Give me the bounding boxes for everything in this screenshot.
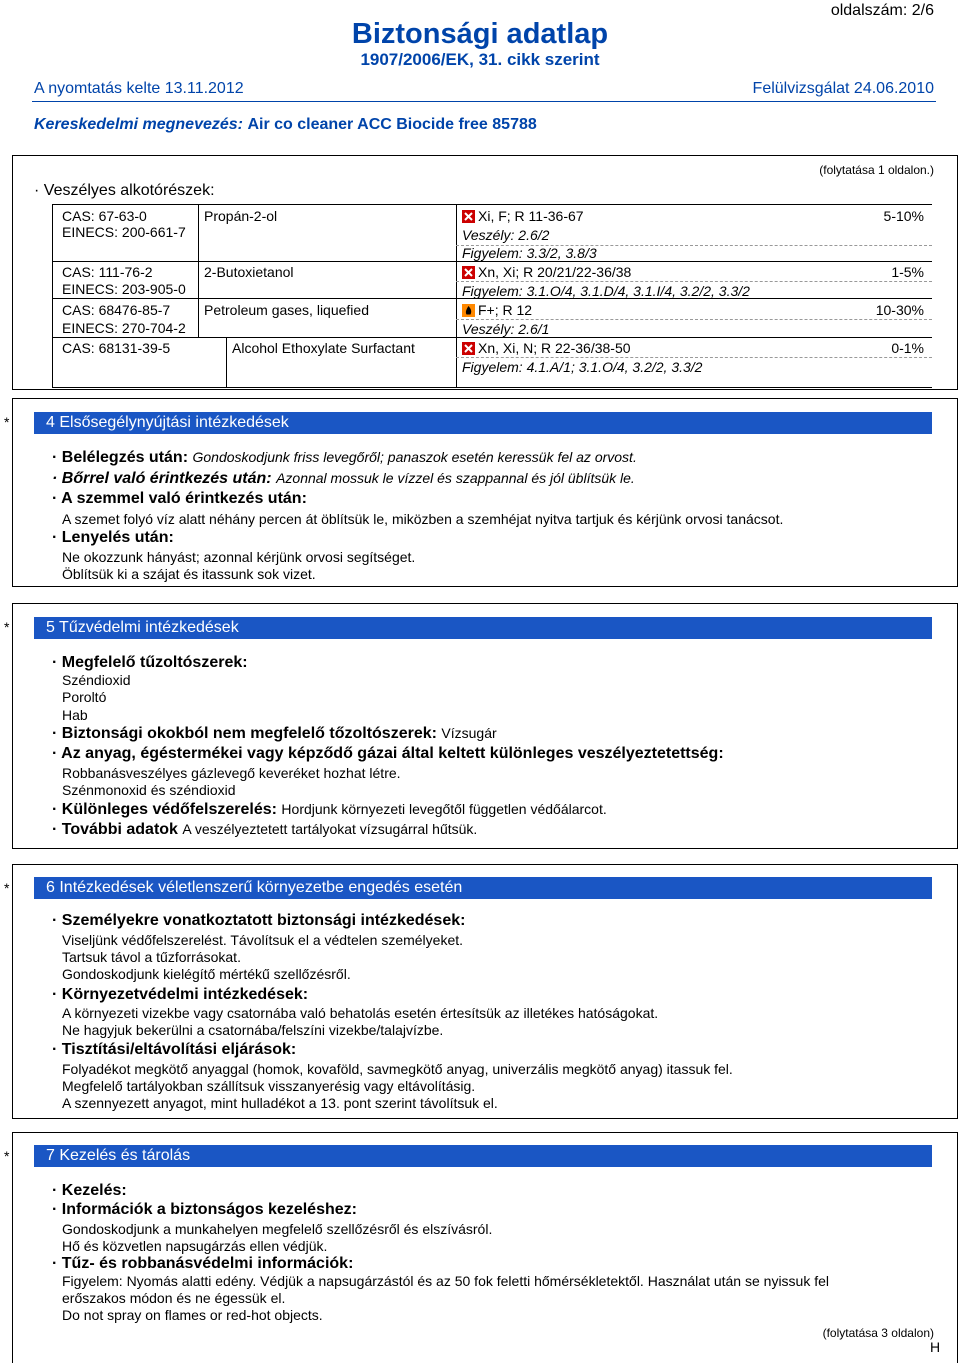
safe-handling-heading: · Információk a biztonságos kezeléshez: — [52, 1201, 357, 1218]
einecs-number: EINECS: 203-905-0 — [62, 281, 186, 297]
eye-text: A szemet folyó víz alatt néhány percen át öblítsük le, miközben a szemhéjat nyitva tartjuk és kérjünk orvosi tanácsot. — [62, 511, 784, 527]
component-name: Propán-2-ol — [204, 208, 278, 224]
cas-number: CAS: 67-63-0 — [62, 208, 147, 224]
trade-name-value: Air co cleaner ACC Biocide free 85788 — [247, 116, 537, 133]
classification-line: Veszély: 2.6/2 — [462, 227, 550, 243]
section-5-heading: 5 Tűzvédelmi intézkedések — [34, 617, 932, 639]
special-hazards-text: Szénmonoxid és széndioxid — [62, 782, 236, 798]
environmental-precautions-text: A környezeti vizekbe vagy csatornába való behatolás esetén értesítsük az illetékes hatóságokat. — [62, 1005, 659, 1021]
safe-handling-text: Gondoskodjunk a munkahelyen megfelelő szellőzésről és elszívásról. — [62, 1221, 493, 1237]
cas-number: CAS: 111-76-2 — [62, 264, 153, 280]
concentration: 0-1% — [891, 340, 924, 356]
change-marker: * — [4, 1148, 10, 1164]
cas-number: CAS: 68476-85-7 — [62, 302, 171, 318]
x-cross-icon — [462, 342, 475, 355]
classification-line: F+; R 12 — [462, 302, 532, 318]
change-marker: * — [4, 414, 10, 430]
classification-line: Figyelem: 3.3/2, 3.8/3 — [462, 245, 597, 261]
eye-heading: · A szemmel való érintkezés után: — [52, 490, 307, 507]
trade-name — [34, 116, 537, 134]
protective-equipment: · Különleges védőfelszerelés: Hordjunk környezeti levegőtől független védőálarcot. — [52, 801, 607, 818]
table-top-border — [52, 204, 932, 205]
table-divider-2 — [456, 204, 457, 387]
continued-from: (folytatása 1 oldalon.) — [819, 163, 934, 177]
cleanup-text: Folyadékot megkötő anyaggal (homok, kovaföld, savmegkötő anyag, univerzális megkötő anyag) itassuk fel. — [62, 1061, 733, 1077]
change-marker: * — [4, 619, 10, 635]
safe-handling-text: Hő és közvetlen napsugárzás ellen védjük. — [62, 1238, 328, 1254]
media-item: Hab — [62, 707, 88, 723]
cas-number: CAS: 68131-39-5 — [62, 340, 171, 356]
classification-line: Figyelem: 3.1.O/4, 3.1.D/4, 3.1.I/4, 3.2/2, 3.3/2 — [462, 283, 750, 299]
trade-name-label: Kereskedelmi megnevezés: — [34, 116, 243, 133]
row-dash — [456, 357, 932, 358]
fire-protection-text: erőszakos módon és ne égessük el. — [62, 1290, 286, 1306]
further-info: · További adatok A veszélyeztetett tartályokat vízsugárral hűtsük. — [52, 821, 478, 838]
extinguishing-media-heading: · Megfelelő tűzoltószerek: — [52, 654, 248, 671]
flame-icon — [462, 304, 475, 317]
page-number: oldalszám: 2/6 — [830, 2, 934, 19]
cleanup-heading: · Tisztítási/eltávolítási eljárások: — [52, 1041, 297, 1058]
table-divider-1b — [226, 337, 227, 387]
document-title: Biztonsági adatlap — [351, 18, 609, 50]
cleanup-text: Megfelelő tartályokban szállítsuk visszanyerésig vagy eltávolításig. — [62, 1078, 476, 1094]
classification-line: Xn, Xi, N; R 22-36/38-50 — [462, 340, 631, 356]
concentration: 10-30% — [875, 302, 924, 318]
section-4-heading: 4 Elsősegélynyújtási intézkedések — [34, 412, 932, 434]
fire-protection-text: Do not spray on flames or red-hot objects. — [62, 1307, 323, 1323]
classification-line: Xi, F; R 11-36-67 — [462, 208, 584, 224]
environmental-precautions-heading: · Környezetvédelmi intézkedések: — [52, 986, 309, 1003]
personal-precautions-text: Gondoskodjunk kielégítő mértékű szellőzésről. — [62, 966, 351, 982]
cleanup-text: A szennyezett anyagot, mint hulladékot a 13. pont szerint távolítsuk el. — [62, 1095, 498, 1111]
component-name: Petroleum gases, liquefied — [204, 302, 369, 318]
component-name: Alcohol Ethoxylate Surfactant — [232, 340, 415, 356]
fire-protection-text: Figyelem: Nyomás alatti edény. Védjük a napsugárzástól és az 50 fok feletti hőmérsékletektől. Használat után se nyissuk fel — [62, 1273, 830, 1289]
row-dash — [456, 319, 932, 320]
personal-precautions-text: Tartsuk távol a tűzforrásokat. — [62, 949, 241, 965]
personal-precautions-text: Viseljünk védőfelszerelést. Távolítsuk el a védtelen személyeket. — [62, 932, 464, 948]
personal-precautions-heading: · Személyekre vonatkoztatott biztonsági intézkedések: — [52, 912, 466, 929]
environmental-precautions-text: Ne hagyjuk bekerülni a csatornába/felszíni vizekbe/talajvízbe. — [62, 1022, 444, 1038]
einecs-number: EINECS: 270-704-2 — [62, 320, 186, 336]
unsuitable-media: · Biztonsági okokból nem megfelelő tőzoltószerek: Vízsugár — [52, 725, 497, 742]
table-bottom-border — [52, 387, 932, 388]
classification-line: Figyelem: 4.1.A/1; 3.1.O/4, 3.2/2, 3.3/2 — [462, 359, 703, 375]
hazardous-heading: · Veszélyes alkotórészek: — [34, 182, 215, 199]
document-subtitle: 1907/2006/EK, 31. cikk szerint — [360, 50, 600, 69]
media-item: Poroltó — [62, 689, 107, 705]
continued-to: (folytatása 3 oldalon) — [822, 1326, 934, 1340]
table-divider-1 — [198, 204, 199, 337]
media-item: Széndioxid — [62, 672, 131, 688]
row-border-1 — [52, 261, 932, 262]
special-hazards-text: Robbanásveszélyes gázlevegő keveréket hozhat létre. — [62, 765, 401, 781]
ingestion-heading: · Lenyelés után: — [52, 529, 174, 546]
classification-line: Veszély: 2.6/1 — [462, 321, 550, 337]
concentration: 1-5% — [891, 264, 924, 280]
classification-line: Xn, Xi; R 20/21/22-36/38 — [462, 264, 631, 280]
change-marker: * — [4, 880, 10, 896]
skin-block: · Bőrrel való érintkezés után: Azonnal mossuk le vízzel és szappannal és jól üblítsük le. — [52, 470, 635, 487]
ingestion-text: Öblítsük ki a szájat és itassunk sok vizet. — [62, 566, 316, 582]
handling-heading: · Kezelés: — [52, 1182, 127, 1199]
section-7-heading: 7 Kezelés és tárolás — [34, 1145, 932, 1167]
header-rule — [32, 101, 936, 102]
print-date: A nyomtatás kelte 13.11.2012 — [34, 80, 244, 97]
row-border-3 — [52, 337, 932, 338]
ingestion-text: Ne okozzunk hányást; azonnal kérjünk orvosi segítséget. — [62, 549, 416, 565]
concentration: 5-10% — [883, 208, 924, 224]
revision-date: Felülvizsgálat 24.06.2010 — [752, 80, 934, 97]
row-dash — [456, 281, 932, 282]
fire-protection-heading: · Tűz- és robbanásvédelmi információk: — [52, 1255, 354, 1272]
special-hazards-heading: · Az anyag, égéstermékei vagy képződő gázai által keltett különleges veszélyeztetettség: — [52, 745, 724, 762]
inhalation-block: · Belélegzés után: Gondoskodjunk friss levegőről; panaszok esetén keressük fel az orvost. — [52, 449, 637, 466]
x-cross-icon — [462, 266, 475, 279]
einecs-number: EINECS: 200-661-7 — [62, 224, 186, 240]
section-6-heading: 6 Intézkedések véletlenszerű környezetbe engedés esetén — [34, 877, 932, 899]
x-cross-icon — [462, 210, 475, 223]
component-name: 2-Butoxietanol — [204, 264, 294, 280]
footer-letter: H — [930, 1339, 941, 1355]
table-left-border — [52, 204, 53, 387]
